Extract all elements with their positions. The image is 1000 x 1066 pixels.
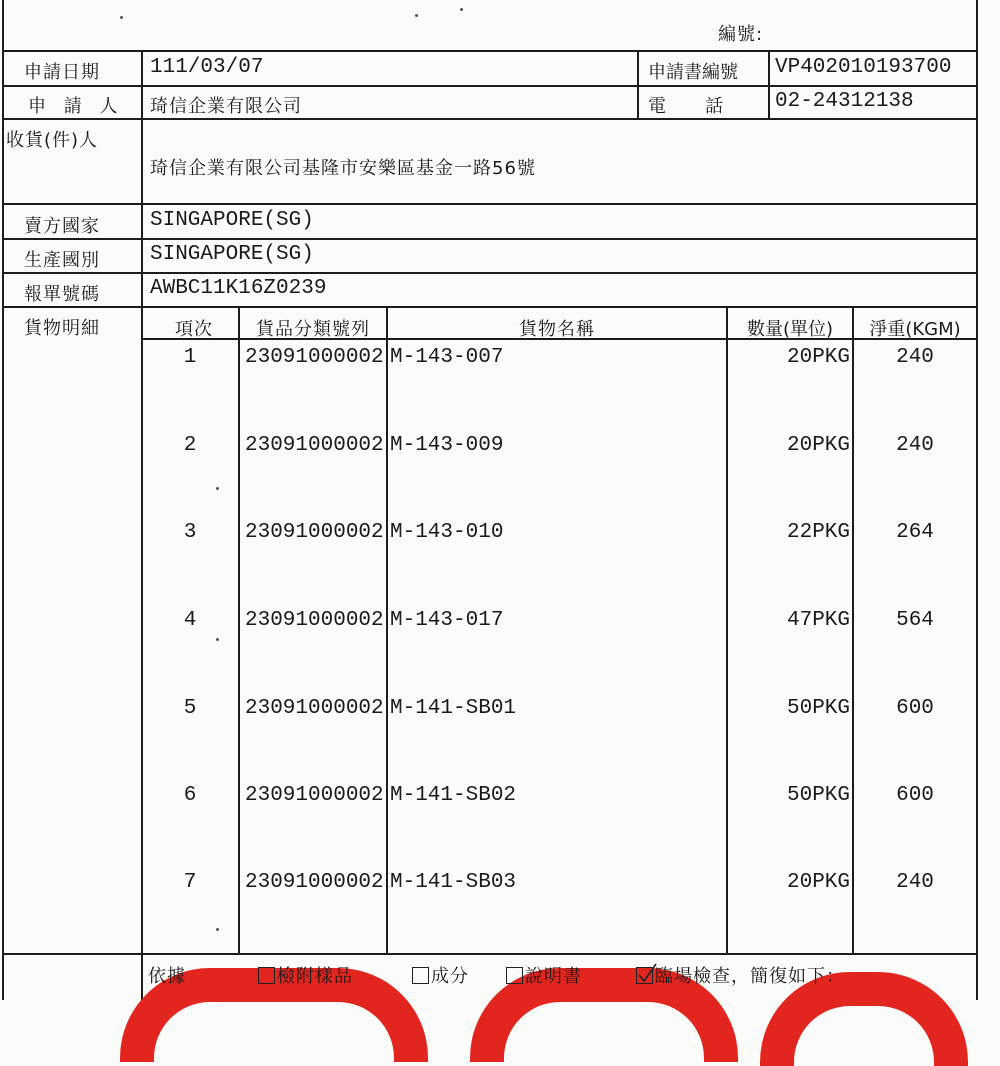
seller-country-label: 賣方國家 (24, 216, 100, 237)
scan-speck (216, 487, 219, 490)
seller-country-value: SINGAPORE(SG) (150, 209, 314, 232)
application-no-label: 申請書編號 (648, 62, 738, 83)
row-index: 4 (183, 609, 197, 632)
row-index: 2 (183, 434, 197, 457)
row-code: 23091000002 (245, 346, 384, 369)
col-header-weight: 淨重(KGM) (869, 319, 961, 340)
goods-section-label: 貨物明細 (24, 318, 100, 339)
row-qty: 47PKG (786, 609, 850, 632)
row-code: 23091000002 (245, 784, 384, 807)
row-index: 6 (183, 784, 197, 807)
frame-left (2, 0, 4, 1000)
row-code: 23091000002 (245, 609, 384, 632)
row-name: M-141-SB01 (390, 697, 517, 720)
table-row (150, 521, 978, 551)
rule (2, 306, 978, 308)
divider (637, 50, 639, 120)
rule (2, 272, 978, 274)
basis-option-manual: 說明書 (506, 962, 582, 988)
rule (2, 85, 978, 87)
basis-label: 依據 (148, 966, 186, 987)
scan-speck (460, 8, 463, 11)
applicant-label: 申 請 人 (28, 96, 124, 117)
col-header-code: 貨品分類號列 (256, 319, 370, 340)
consignee-label: 收貨(件)人 (6, 130, 99, 151)
row-weight: 600 (896, 784, 934, 807)
scan-speck (120, 16, 123, 19)
row-qty: 20PKG (786, 434, 850, 457)
row-index: 5 (183, 697, 197, 720)
row-qty: 22PKG (786, 521, 850, 544)
row-code: 23091000002 (245, 434, 384, 457)
row-weight: 600 (896, 697, 934, 720)
apply-date-label: 申請日期 (24, 62, 100, 83)
row-weight: 240 (896, 434, 934, 457)
row-code: 23091000002 (245, 871, 384, 894)
table-row (150, 609, 978, 639)
row-qty: 20PKG (786, 871, 850, 894)
origin-country-label: 生產國別 (24, 250, 100, 271)
rule (2, 238, 978, 240)
serial-label: 編號: (718, 24, 764, 45)
row-index: 3 (183, 521, 197, 544)
row-weight: 564 (896, 609, 934, 632)
row-qty: 50PKG (786, 784, 850, 807)
table-row (150, 871, 978, 901)
scan-speck (415, 14, 418, 17)
basis-option-samples: 檢附樣品 (258, 962, 353, 988)
row-index: 1 (183, 346, 197, 369)
basis-option-inspection: 臨場檢查，簡復如下： (636, 962, 845, 988)
scan-speck (216, 928, 219, 931)
rule (2, 953, 978, 955)
table-row (150, 784, 978, 814)
consignee-value: 琦信企業有限公司基隆市安樂區基金一路56號 (150, 158, 536, 179)
divider (768, 50, 770, 120)
row-name: M-143-010 (390, 521, 504, 544)
table-row (150, 346, 978, 376)
frame-right (976, 0, 978, 1000)
rule (2, 203, 978, 205)
row-name: M-141-SB02 (390, 784, 517, 807)
rule (2, 118, 978, 120)
label-column-divider (141, 50, 143, 1000)
basis-option-ingredients: 成分 (412, 962, 469, 988)
declaration-no-value: AWBC11K16Z0239 (150, 277, 327, 300)
applicant-value: 琦信企業有限公司 (150, 96, 302, 117)
row-weight: 240 (896, 346, 934, 369)
checkbox-manual[interactable] (506, 967, 523, 984)
origin-country-value: SINGAPORE(SG) (150, 243, 314, 266)
phone-label: 電 話 (648, 96, 724, 117)
col-header-index: 項次 (175, 319, 213, 340)
checkbox-ingredients[interactable] (412, 967, 429, 984)
row-name: M-143-009 (390, 434, 504, 457)
checkbox-inspection[interactable] (636, 967, 653, 984)
row-qty: 20PKG (786, 346, 850, 369)
phone-value: 02-24312138 (775, 90, 914, 113)
table-row (150, 697, 978, 727)
row-index: 7 (183, 871, 197, 894)
row-weight: 240 (896, 871, 934, 894)
application-no-value: VP402010193700 (775, 56, 952, 79)
row-code: 23091000002 (245, 521, 384, 544)
row-qty: 50PKG (786, 697, 850, 720)
declaration-no-label: 報單號碼 (24, 284, 100, 305)
row-name: M-141-SB03 (390, 871, 517, 894)
rule (2, 50, 978, 52)
apply-date-value: 111/03/07 (150, 56, 264, 79)
row-code: 23091000002 (245, 697, 384, 720)
row-weight: 264 (896, 521, 934, 544)
checkmark-icon (636, 962, 658, 984)
checkbox-samples[interactable] (258, 967, 275, 984)
row-name: M-143-007 (390, 346, 504, 369)
col-header-qty: 數量(單位) (746, 319, 834, 340)
row-name: M-143-017 (390, 609, 504, 632)
table-row (150, 434, 978, 464)
col-header-name: 貨物名稱 (519, 319, 595, 340)
